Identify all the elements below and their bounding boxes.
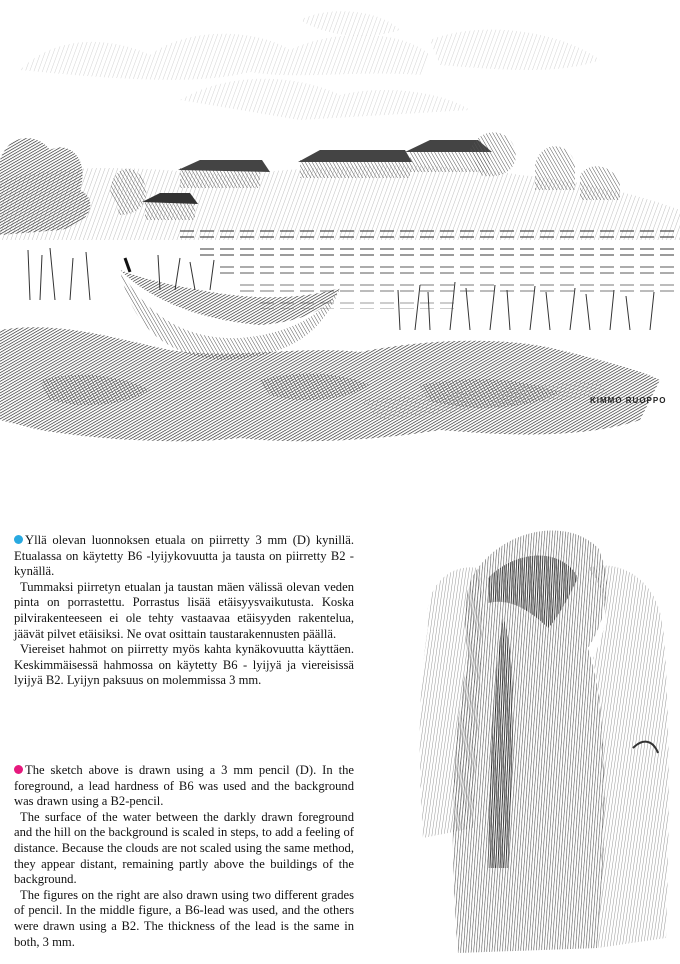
foreground-rocks bbox=[0, 327, 660, 441]
english-description bbox=[14, 763, 354, 950]
background-hill bbox=[0, 140, 680, 240]
artist-signature: KIMMO RUOPPO bbox=[590, 396, 667, 405]
english-paragraph bbox=[14, 763, 354, 810]
english-paragraph: The figures on the right are also drawn using two different grades of pencil. In the middle figure, a B6-lead was used, and the others were drawn using a B2. The thickness of the lead is the same in both, 3 mm. bbox=[14, 887, 354, 949]
english-paragraph-text: The sketch above is drawn using a 3 mm pencil (D). In the foreground, a lead hardness of B6 was used and the background was drawn using a B2-pencil. bbox=[14, 763, 354, 809]
finnish-paragraph: Viereiset hahmot on piirretty myös kahta kynäkovuutta käyttäen. Keskimmäisessä hahmossa on käytetty B6 - lyijyä ja viereisissä lyijyä B2. Lyijyn paksuus on molemmissa 3 mm. bbox=[14, 642, 354, 688]
bullet-dot-icon bbox=[14, 535, 23, 544]
finnish-paragraph bbox=[14, 533, 354, 580]
finnish-paragraph: Tummaksi piirretyn etualan ja taustan mäen välissä olevan veden pinta on porrastettu. Porrastus lisää etäisyysvaikutusta. Koska pilvirakenteeseen ei ole tehty vastaavaa etäisyyden rakentelua, jäävät pilvet etäisiksi. Ne ovat osittain taustarakennusten päällä. bbox=[14, 579, 354, 641]
finnish-description bbox=[14, 533, 354, 689]
english-paragraph: The surface of the water between the darkly drawn foreground and the hill on the background is scaled in steps, to add a feeling of distance. Because the clouds are not scaled using the same method, they appear distant, remaining partly above the buildings of the background. bbox=[14, 809, 354, 887]
finnish-paragraph-text: Yllä olevan luonnoksen etuala on piirretty 3 mm (D) kynillä. Etualassa on käytetty B6 -lyijykovuutta ja tausta on piirretty B2 -kynällä. bbox=[14, 533, 354, 579]
bullet-dot-icon bbox=[14, 765, 23, 774]
landscape-sketch bbox=[0, 0, 680, 460]
clouds bbox=[20, 11, 600, 120]
hooded-figure-sketch bbox=[408, 508, 680, 958]
